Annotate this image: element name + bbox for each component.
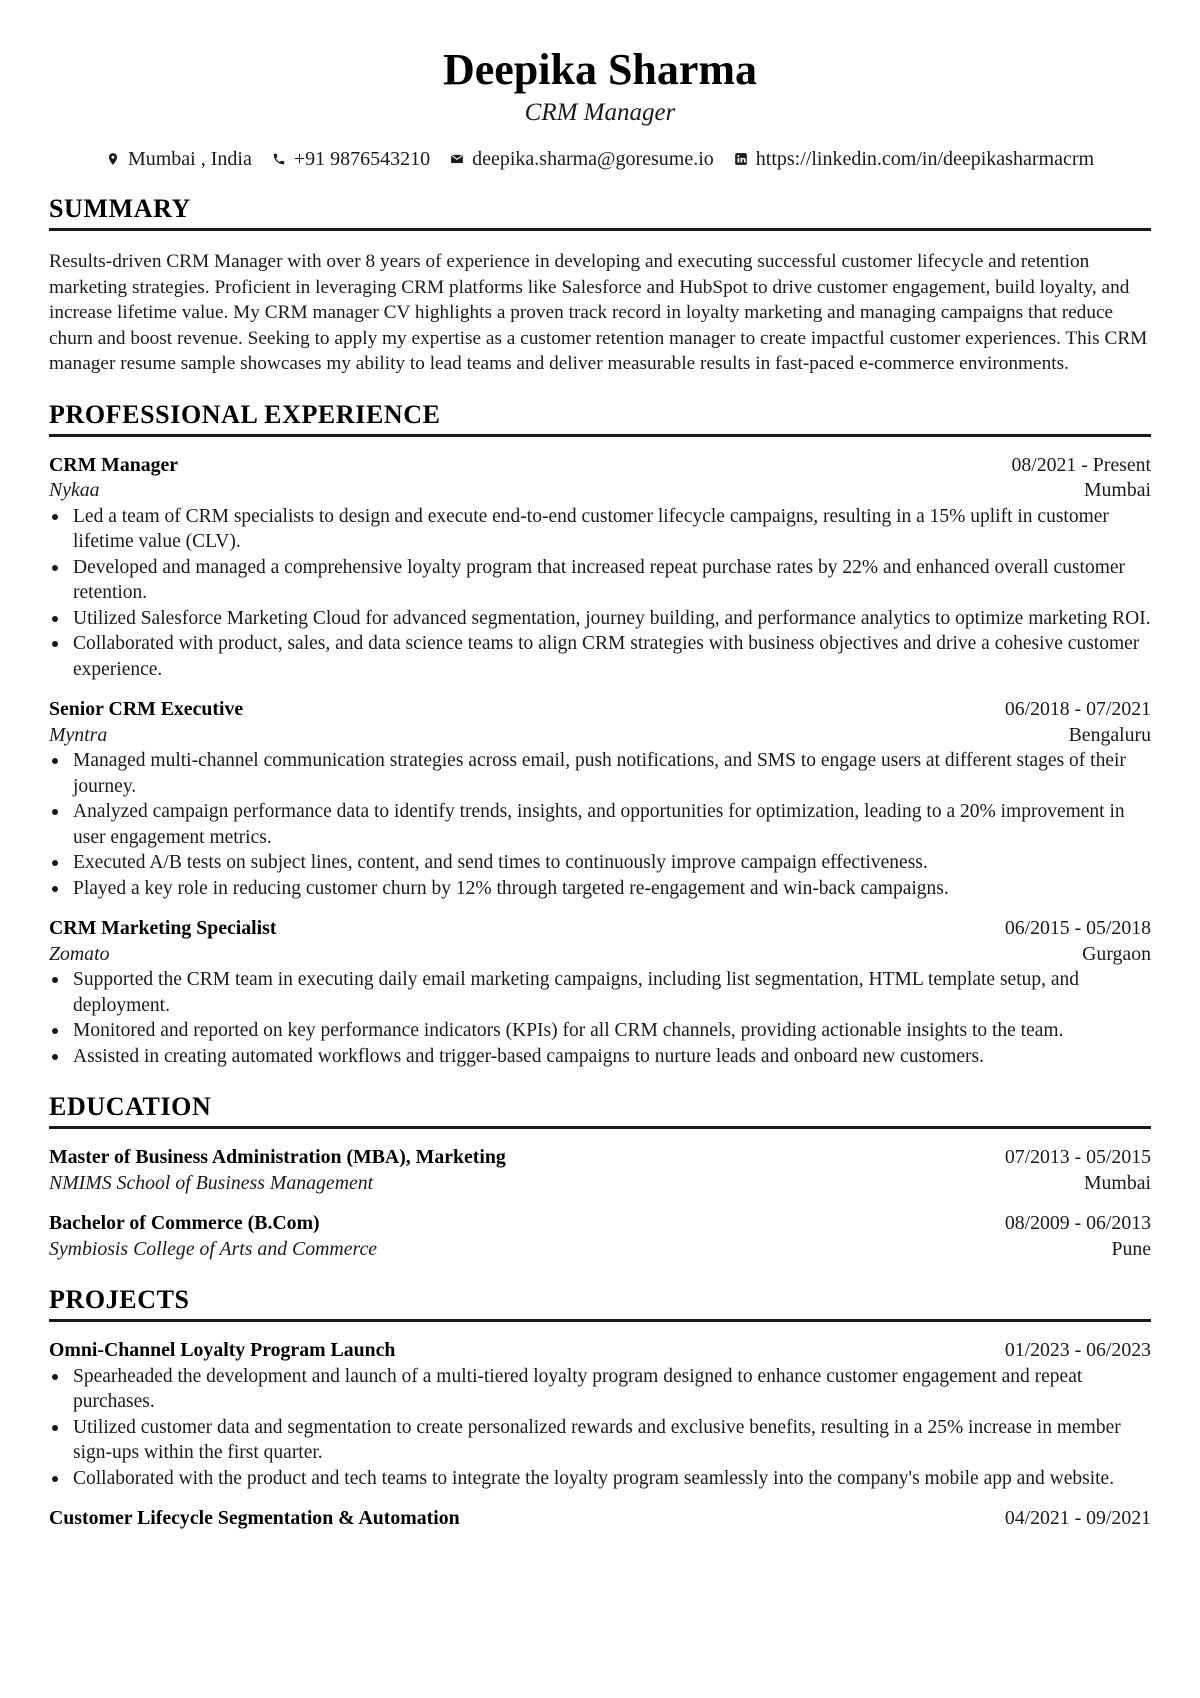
job-location: Bengaluru	[1068, 723, 1151, 746]
school-name: Symbiosis College of Arts and Commerce	[49, 1237, 378, 1260]
job-title: CRM Manager	[49, 453, 179, 476]
bullet-item: Utilized customer data and segmentation to create personalized rewards and exclusive benefits, resulting in a 25% increase in member sign-ups within the first quarter.	[49, 1415, 1151, 1466]
bullet-item: Monitored and reported on key performance indicators (KPIs) for all CRM channels, providing actionable insights to the team.	[49, 1018, 1151, 1044]
entry-subheader-row	[49, 942, 1151, 968]
experience-heading: PROFESSIONAL EXPERIENCE	[49, 399, 1151, 437]
location-pin-icon	[106, 152, 120, 166]
bullet-item: Utilized Salesforce Marketing Cloud for advanced segmentation, journey building, and performance analytics to optimize marketing ROI.	[49, 606, 1151, 632]
bullet-item: Led a team of CRM specialists to design and execute end-to-end customer lifecycle campaigns, resulting in a 15% uplift in customer lifetime value (CLV).	[49, 504, 1151, 555]
project-entry	[49, 1506, 1151, 1532]
education-section	[49, 1091, 1151, 1262]
bullet-item: Played a key role in reducing customer churn by 12% through targeted re-engagement and win-back campaigns.	[49, 876, 1151, 902]
summary-text: Results-driven CRM Manager with over 8 years of experience in developing and executing successful customer lifecycle and retention marketing strategies. Proficient in leveraging CRM platforms like Salesforce and HubSpot to drive customer engagement, build loyalty, and increase lifetime value. My CRM manager CV highlights a proven track record in loyalty marketing and managing campaigns that reduce churn and boost revenue. Seeking to apply my expertise as a customer retention manager to create impactful customer experiences. This CRM manager resume sample showcases my ability to lead teams and deliver measurable results in fast-paced e-commerce environments.	[49, 251, 1148, 374]
education-dates: 08/2009 - 06/2013	[1004, 1212, 1151, 1234]
linkedin-icon	[734, 152, 748, 166]
job-dates: 06/2018 - 07/2021	[1004, 698, 1151, 720]
candidate-title: CRM Manager	[524, 99, 676, 126]
job-location: Mumbai	[1083, 479, 1151, 501]
experience-entry	[49, 916, 1151, 1069]
entry-subheader-row	[49, 1237, 1151, 1263]
entry-header-row	[49, 697, 1151, 723]
job-bullets	[49, 967, 1151, 1069]
bullet-item: Supported the CRM team in executing daily email marketing campaigns, including list segmentation, HTML template setup, and deployment.	[49, 967, 1151, 1018]
entry-header-row	[49, 1145, 1151, 1171]
experience-section	[49, 399, 1151, 1070]
job-location: Gurgaon	[1082, 942, 1151, 965]
bullet-item: Assisted in creating automated workflows and trigger-based campaigns to nurture leads and onboard new customers.	[49, 1044, 1151, 1070]
experience-entry	[49, 453, 1151, 683]
project-bullets	[49, 1364, 1151, 1492]
entry-subheader-row	[49, 723, 1151, 749]
contact-email[interactable]	[450, 147, 714, 171]
contact-bar	[49, 147, 1151, 171]
job-dates: 08/2021 - Present	[1011, 453, 1151, 476]
project-title: Omni-Channel Loyalty Program Launch	[49, 1339, 396, 1361]
contact-phone[interactable]	[272, 147, 430, 171]
job-bullets	[49, 504, 1151, 683]
bullet-item: Collaborated with the product and tech teams to integrate the loyalty program seamlessly into the company's mobile app and website.	[49, 1466, 1151, 1492]
linkedin-text: https://linkedin.com/in/deepikasharmacrm	[755, 148, 1095, 170]
location-text: Mumbai , India	[127, 148, 252, 170]
entry-header-row	[49, 1506, 1151, 1532]
school-name: NMIMS School of Business Management	[49, 1171, 374, 1194]
email-icon	[450, 152, 464, 166]
entry-header-row	[49, 1211, 1151, 1237]
projects-heading: PROJECTS	[49, 1284, 1151, 1322]
bullet-item: Developed and managed a comprehensive loyalty program that increased repeat purchase rates by 22% and enhanced overall customer retention.	[49, 555, 1151, 606]
project-dates: 01/2023 - 06/2023	[1004, 1339, 1151, 1361]
project-dates: 04/2021 - 09/2021	[1004, 1507, 1151, 1529]
summary-section	[49, 193, 1151, 377]
degree-name: Master of Business Administration (MBA), Marketing	[49, 1146, 506, 1168]
education-entry	[49, 1211, 1151, 1262]
entry-header-row	[49, 1338, 1151, 1364]
email-text: deepika.sharma@goresume.io	[472, 148, 714, 170]
contact-location	[106, 147, 252, 171]
project-title: Customer Lifecycle Segmentation & Automation	[49, 1507, 460, 1529]
company-name: Myntra	[49, 723, 108, 746]
summary-heading: SUMMARY	[49, 193, 1151, 231]
entry-header-row	[49, 453, 1151, 479]
education-heading: EDUCATION	[49, 1091, 1151, 1129]
entry-subheader-row	[49, 478, 1151, 504]
job-title: CRM Marketing Specialist	[49, 917, 277, 939]
candidate-name: Deepika Sharma	[442, 45, 758, 94]
job-title: Senior CRM Executive	[49, 698, 244, 720]
education-location: Mumbai	[1083, 1171, 1151, 1194]
entry-header-row	[49, 916, 1151, 942]
project-entry	[49, 1338, 1151, 1491]
bullet-item: Spearheaded the development and launch of a multi-tiered loyalty program designed to enhance customer engagement and repeat purchases.	[49, 1364, 1151, 1415]
bullet-item: Managed multi-channel communication strategies across email, push notifications, and SMS to engage users at different stages of their journey.	[49, 748, 1151, 799]
company-name: Nykaa	[49, 479, 100, 501]
bullet-item: Collaborated with product, sales, and data science teams to align CRM strategies with business objectives and drive a cohesive customer experience.	[49, 631, 1151, 682]
contact-linkedin[interactable]	[734, 147, 1094, 171]
company-name: Zomato	[49, 942, 110, 965]
education-dates: 07/2013 - 05/2015	[1004, 1146, 1151, 1168]
job-dates: 06/2015 - 05/2018	[1004, 917, 1151, 939]
education-entry	[49, 1145, 1151, 1196]
bullet-item: Analyzed campaign performance data to identify trends, insights, and opportunities for optimization, leading to a 20% improvement in user engagement metrics.	[49, 799, 1151, 850]
bullet-item: Executed A/B tests on subject lines, content, and send times to continuously improve campaign effectiveness.	[49, 850, 1151, 876]
experience-entry	[49, 697, 1151, 901]
job-bullets	[49, 748, 1151, 901]
phone-icon	[272, 152, 286, 166]
phone-text: +91 9876543210	[293, 148, 431, 170]
degree-name: Bachelor of Commerce (B.Com)	[49, 1212, 320, 1234]
projects-section	[49, 1284, 1151, 1532]
education-location: Pune	[1111, 1237, 1151, 1260]
entry-subheader-row	[49, 1171, 1151, 1197]
